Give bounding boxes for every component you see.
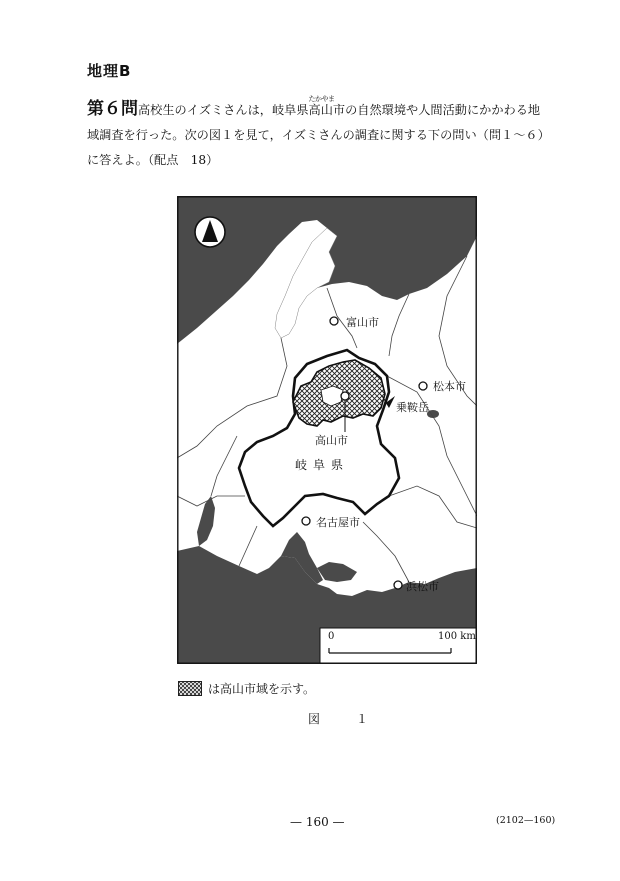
intro-text: 市の自然環境や人間活動にかかわる地 (332, 103, 541, 117)
map-legend (178, 680, 315, 697)
label-toyama: 富山市 (346, 316, 379, 329)
label-gifu: 岐阜県 (295, 458, 350, 472)
intro-text: 高校生のイズミさんは，岐阜県 (138, 103, 309, 117)
label-matsumoto: 松本市 (433, 380, 466, 393)
label-hamamatsu: 浜松市 (406, 580, 439, 593)
subject-title: 地理B (87, 62, 132, 80)
marker-matsumoto (419, 382, 427, 390)
marker-takayama (341, 392, 349, 400)
north-arrow-icon (195, 217, 225, 247)
intro-line-2: 域調査を行った。次の図１を見て，イズミさんの調査に関する下の問い（問１～６） (87, 128, 550, 142)
marker-hamamatsu (394, 581, 402, 589)
figure-1-map (177, 196, 477, 664)
label-takayama: 高山市 (315, 434, 348, 447)
question-number: 第６問 (87, 99, 138, 119)
marker-toyama (330, 317, 338, 325)
figure-caption: 図 １ (308, 712, 381, 726)
hatch-swatch-icon (178, 681, 202, 696)
intro-line-1 (138, 95, 566, 123)
page-number: — 160 — (290, 815, 345, 829)
marker-nagoya (302, 517, 310, 525)
label-nagoya: 名古屋市 (316, 516, 360, 529)
label-norikura: 乗鞍岳 (396, 401, 429, 414)
ruby-takayama (308, 95, 335, 123)
scale-zero: 0 (328, 631, 335, 642)
page-code: (2102—160) (496, 815, 556, 826)
legend-text: は高山市域を示す。 (208, 682, 316, 696)
ruby-reading: たかやま (308, 95, 335, 103)
ruby-base: 高山 (308, 103, 333, 117)
intro-line-3: に答えよ。（配点 18） (87, 153, 219, 167)
scale-max: 100 km (438, 631, 476, 642)
scale (320, 628, 476, 660)
